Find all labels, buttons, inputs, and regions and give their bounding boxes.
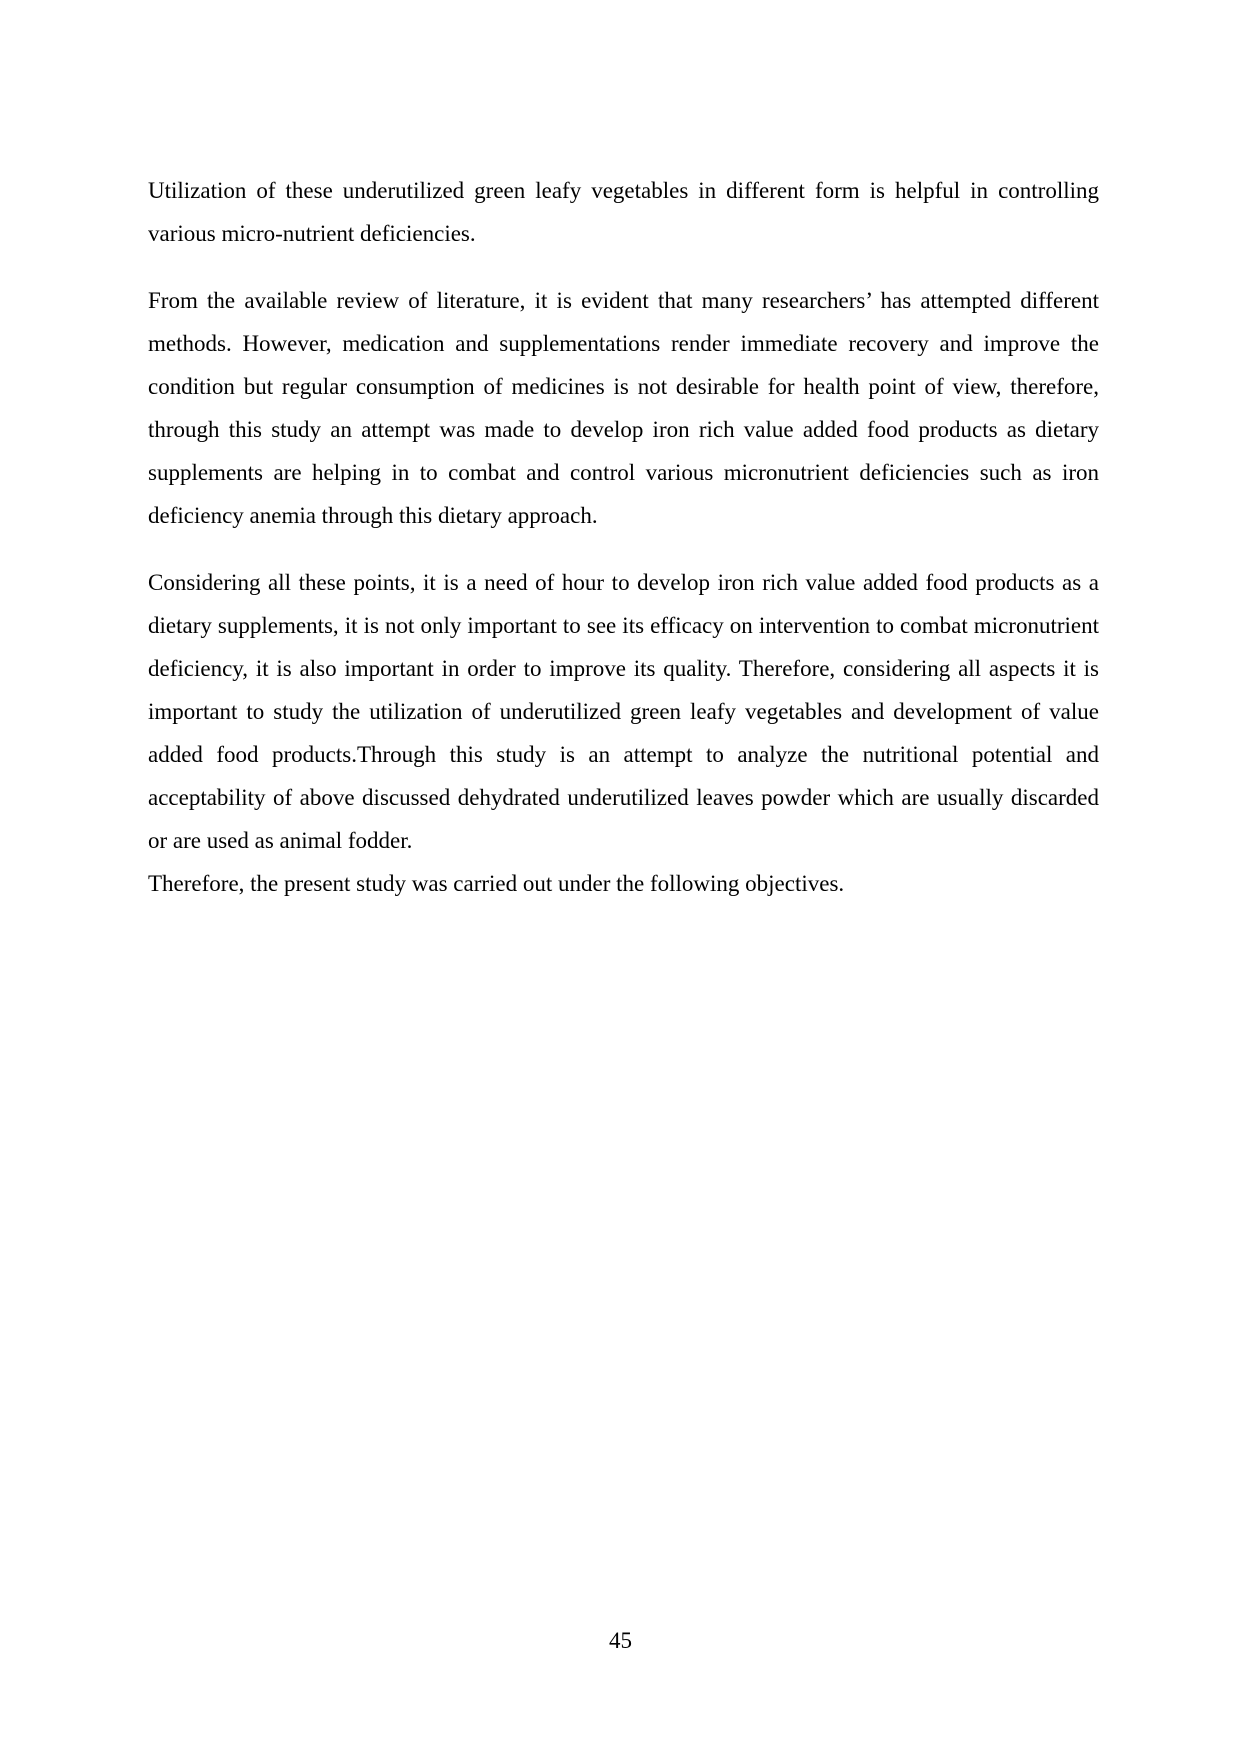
body-text: [148, 169, 1099, 905]
paragraph-utilization: Utilization of these underutilized green leafy vegetables in different form is helpful in controlling various micro-nutrient deficiencies.: [148, 178, 1099, 246]
paragraph-considering-points: Considering all these points, it is a need of hour to develop iron rich value added food products as a dietary supplements, it is not only important to see its efficacy on intervention to combat micronutrient deficiency, it is also important in order to improve its quality. Therefore, considering all aspects it is important to study the utilization of underutilized green leafy vegetables and development of value added food products.Through this study is an attempt to analyze the nutritional potential and acceptability of above discussed dehydrated underutilized leaves powder which are usually discarded or are used as animal fodder.: [148, 570, 1099, 853]
paragraph-literature-review: From the available review of literature, it is evident that many researchers’ has attempted different methods. However, medication and supplementations render immediate recovery and improve the condition but regular consumption of medicines is not desirable for health point of view, therefore, through this study an attempt was made to develop iron rich value added food products as dietary supplements are helping in to combat and control various micronutrient deficiencies such as iron deficiency anemia through this dietary approach.: [148, 288, 1099, 528]
paragraph-objectives-intro: Therefore, the present study was carried out under the following objectives.: [148, 871, 845, 896]
page-number: 45: [609, 1628, 632, 1653]
